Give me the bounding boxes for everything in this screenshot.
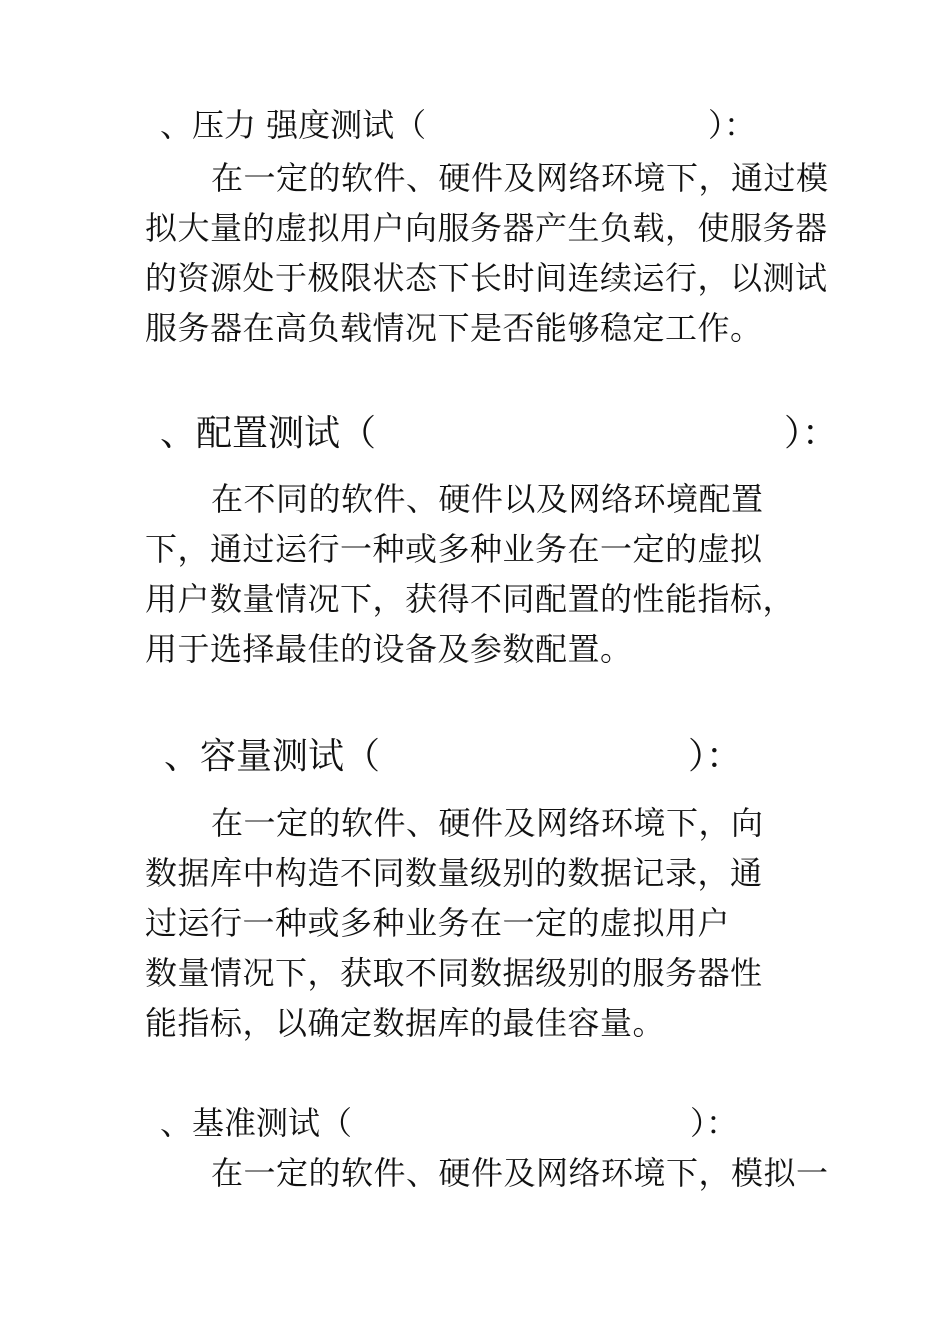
paragraph-line: 用于选择最佳的设备及参数配置。	[145, 630, 633, 668]
section-heading-benchmark-test	[0, 1101, 950, 1151]
section-title-close: ）：	[708, 106, 757, 144]
paragraph-line: 拟大量的虚拟用户向服务器产生负载，使服务器	[145, 209, 828, 247]
paragraph-line: 数据库中构造不同数量级别的数据记录，通	[145, 854, 763, 892]
section-title: 、容量测试（	[164, 736, 381, 777]
section-title-close: ）：	[688, 736, 743, 777]
paragraph-line: 数量情况下，获取不同数据级别的服务器性	[145, 954, 763, 992]
paragraph-line: 的资源处于极限状态下长时间连续运行，以测试	[145, 259, 828, 297]
section-title-close: ）：	[784, 413, 839, 454]
section-heading-configuration-test	[0, 410, 950, 460]
paragraph-line: 在一定的软件、硬件及网络环境下，模拟一	[211, 1154, 829, 1192]
paragraph-line: 在一定的软件、硬件及网络环境下，向	[211, 804, 764, 842]
paragraph-line: 过运行一种或多种业务在一定的虚拟用户	[145, 904, 731, 942]
paragraph-line: 下，通过运行一种或多种业务在一定的虚拟	[145, 530, 763, 568]
section-title-close: ）：	[690, 1104, 739, 1142]
section-title: 、压力 强度测试（	[160, 106, 427, 144]
paragraph-line: 在不同的软件、硬件以及网络环境配置	[211, 480, 764, 518]
section-title: 、配置测试（	[160, 413, 377, 454]
section-heading-capacity-test	[0, 733, 950, 783]
section-heading-stress-test	[0, 103, 950, 153]
paragraph-line: 服务器在高负载情况下是否能够稳定工作。	[145, 309, 763, 347]
paragraph-line: 能指标，以确定数据库的最佳容量。	[145, 1004, 666, 1042]
paragraph-line: 用户数量情况下，获得不同配置的性能指标，	[145, 580, 796, 618]
paragraph-line: 在一定的软件、硬件及网络环境下，通过模	[211, 159, 829, 197]
section-title: 、基准测试（	[160, 1104, 353, 1142]
